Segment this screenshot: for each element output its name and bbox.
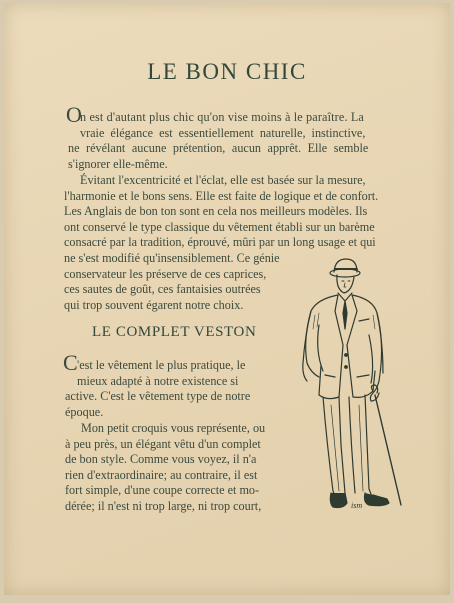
section-subtitle: LE COMPLET VESTON — [92, 324, 257, 340]
page — [4, 3, 450, 595]
second-line-6: ne s'est modifié qu'insensiblement. Ce génie — [64, 250, 280, 265]
second-line-3: Les Anglais de bon ton sont en cela nos meilleurs modèles. Ils — [64, 204, 368, 219]
croquis-line-1: Mon petit croquis vous représente, ou — [81, 421, 266, 435]
intro-dropcap: O — [66, 102, 83, 127]
croquis-line-2: à peu près, un élégant vêtu d'un complet — [65, 436, 261, 451]
second-line-1: Évitant l'excentricité et l'éclat, elle est basée sur la mesure, — [80, 173, 366, 187]
intro-line-1 — [66, 102, 398, 127]
artist-signature: ism — [351, 501, 363, 510]
suit-illustration — [289, 255, 414, 525]
croquis-line-6: dérée; il n'est ni trop large, ni trop court, — [65, 498, 262, 513]
second-line-9: qui trop souvent égarent notre choix. — [64, 297, 244, 312]
page-title: LE BON CHIC — [147, 59, 307, 84]
complet-line-text: 'est le vêtement le plus pratique, le — [77, 358, 246, 372]
second-line-5: consacré par la tradition, éprouvé, mûri par un long usage et qui — [64, 235, 376, 250]
second-line-2: l'harmonie et le bons sens. Elle est faite de logique et de confort. — [64, 188, 379, 203]
man-in-suit-sketch — [289, 255, 414, 525]
intro-line-2: vraie élégance est essentiellement naturelle, instinctive, — [80, 125, 366, 140]
intro-paragraph — [66, 102, 398, 172]
complet-line-4: époque. — [65, 404, 104, 419]
intro-line-4: s'ignorer elle-même. — [68, 156, 168, 171]
complet-line-2: mieux adapté à notre existence si — [77, 373, 239, 388]
complet-paragraph — [63, 350, 280, 420]
croquis-line-4: rien d'extraordinaire; au contraire, il est — [65, 467, 258, 482]
intro-line-text: n est d'autant plus chic qu'on vise moins à le paraître. La — [80, 110, 364, 124]
complet-dropcap: C — [63, 350, 78, 375]
croquis-line-3: de bon style. Comme vous voyez, il n'a — [65, 452, 257, 467]
second-line-7: conservateur les préserve de ces caprices, — [64, 266, 267, 281]
complet-line-3: active. C'est le vêtement type de notre — [65, 389, 251, 404]
croquis-paragraph — [65, 421, 280, 515]
second-line-8: ces sautes de goût, ces fantaisies outrées — [64, 282, 261, 297]
croquis-line-5: fort simple, d'une coupe correcte et mo- — [65, 483, 260, 498]
complet-line-1 — [63, 350, 280, 375]
intro-line-3: ne révélant aucune prétention, aucun apprêt. Elle semble — [68, 141, 369, 156]
second-line-4: ont conservé le type classique du vêtement établi sur un barème — [64, 219, 375, 234]
